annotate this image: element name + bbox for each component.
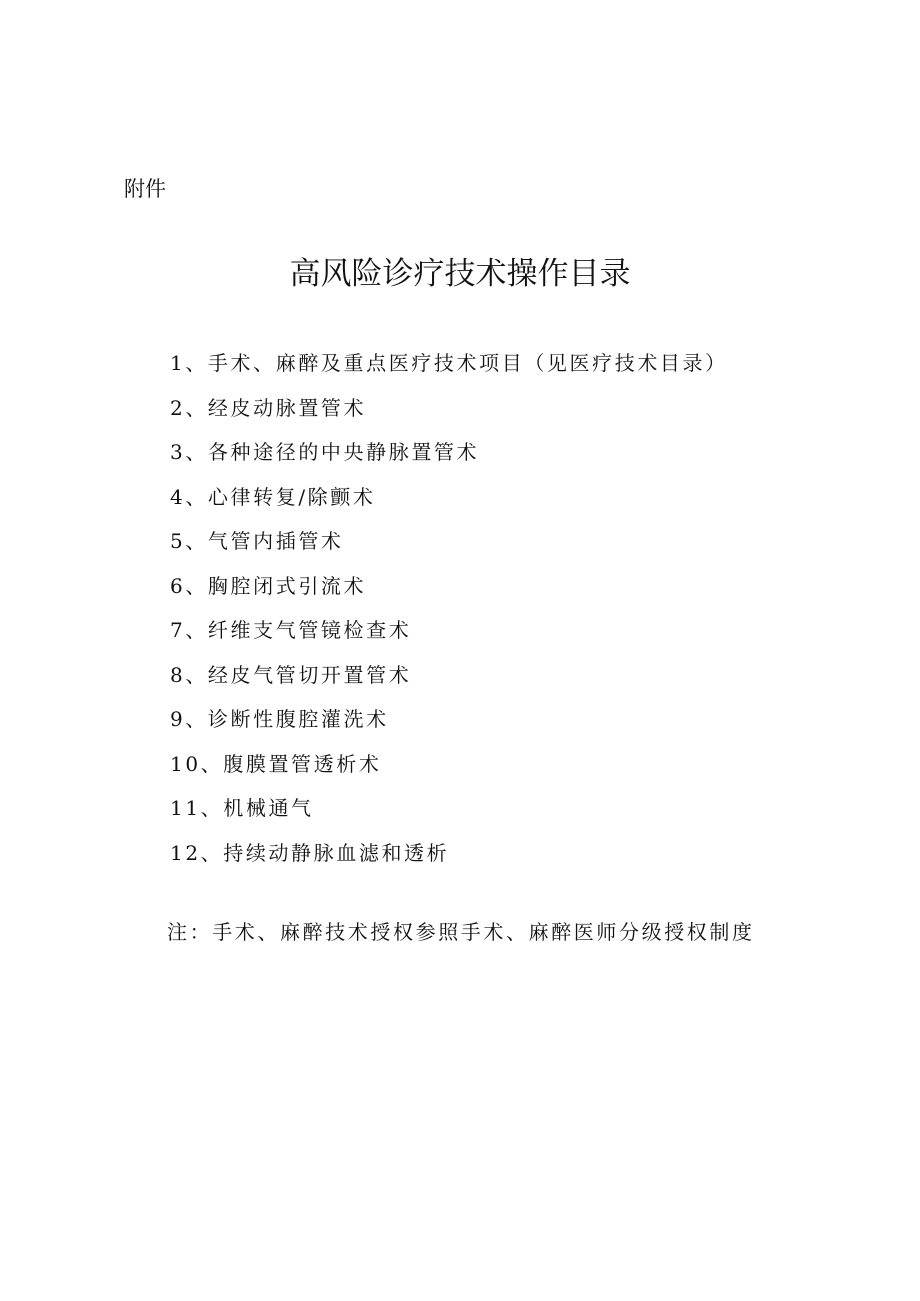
list-item: 4、心律转复/除颤术 (170, 484, 376, 509)
list-item: 7、纤维支气管镜检查术 (170, 618, 412, 642)
list-item: 10、腹膜置管透析术 (170, 751, 382, 776)
list-item: 9、诊断性腹腔灌洗术 (170, 707, 389, 731)
list-item: 11、机械通气 (170, 796, 314, 820)
list-item: 8、经皮气管切开置管术 (170, 662, 412, 687)
document-title: 高风险诊疗技术操作目录 (289, 256, 631, 292)
list-item: 6、胸腔闭式引流术 (170, 573, 367, 598)
list-item: 5、气管内插管术 (170, 529, 344, 553)
attachment-label: 附件 (124, 177, 166, 201)
list-item: 12、持续动静脉血滤和透析 (170, 840, 450, 865)
footnote: 注：手术、麻醉技术授权参照手术、麻醉医师分级授权制度 (167, 920, 755, 944)
list-item: 3、各种途径的中央静脉置管术 (170, 440, 480, 464)
procedure-list (170, 344, 728, 878)
list-item: 2、经皮动脉置管术 (170, 395, 367, 420)
list-item: 1、手术、麻醉及重点医疗技术项目（见医疗技术目录） (170, 351, 728, 375)
